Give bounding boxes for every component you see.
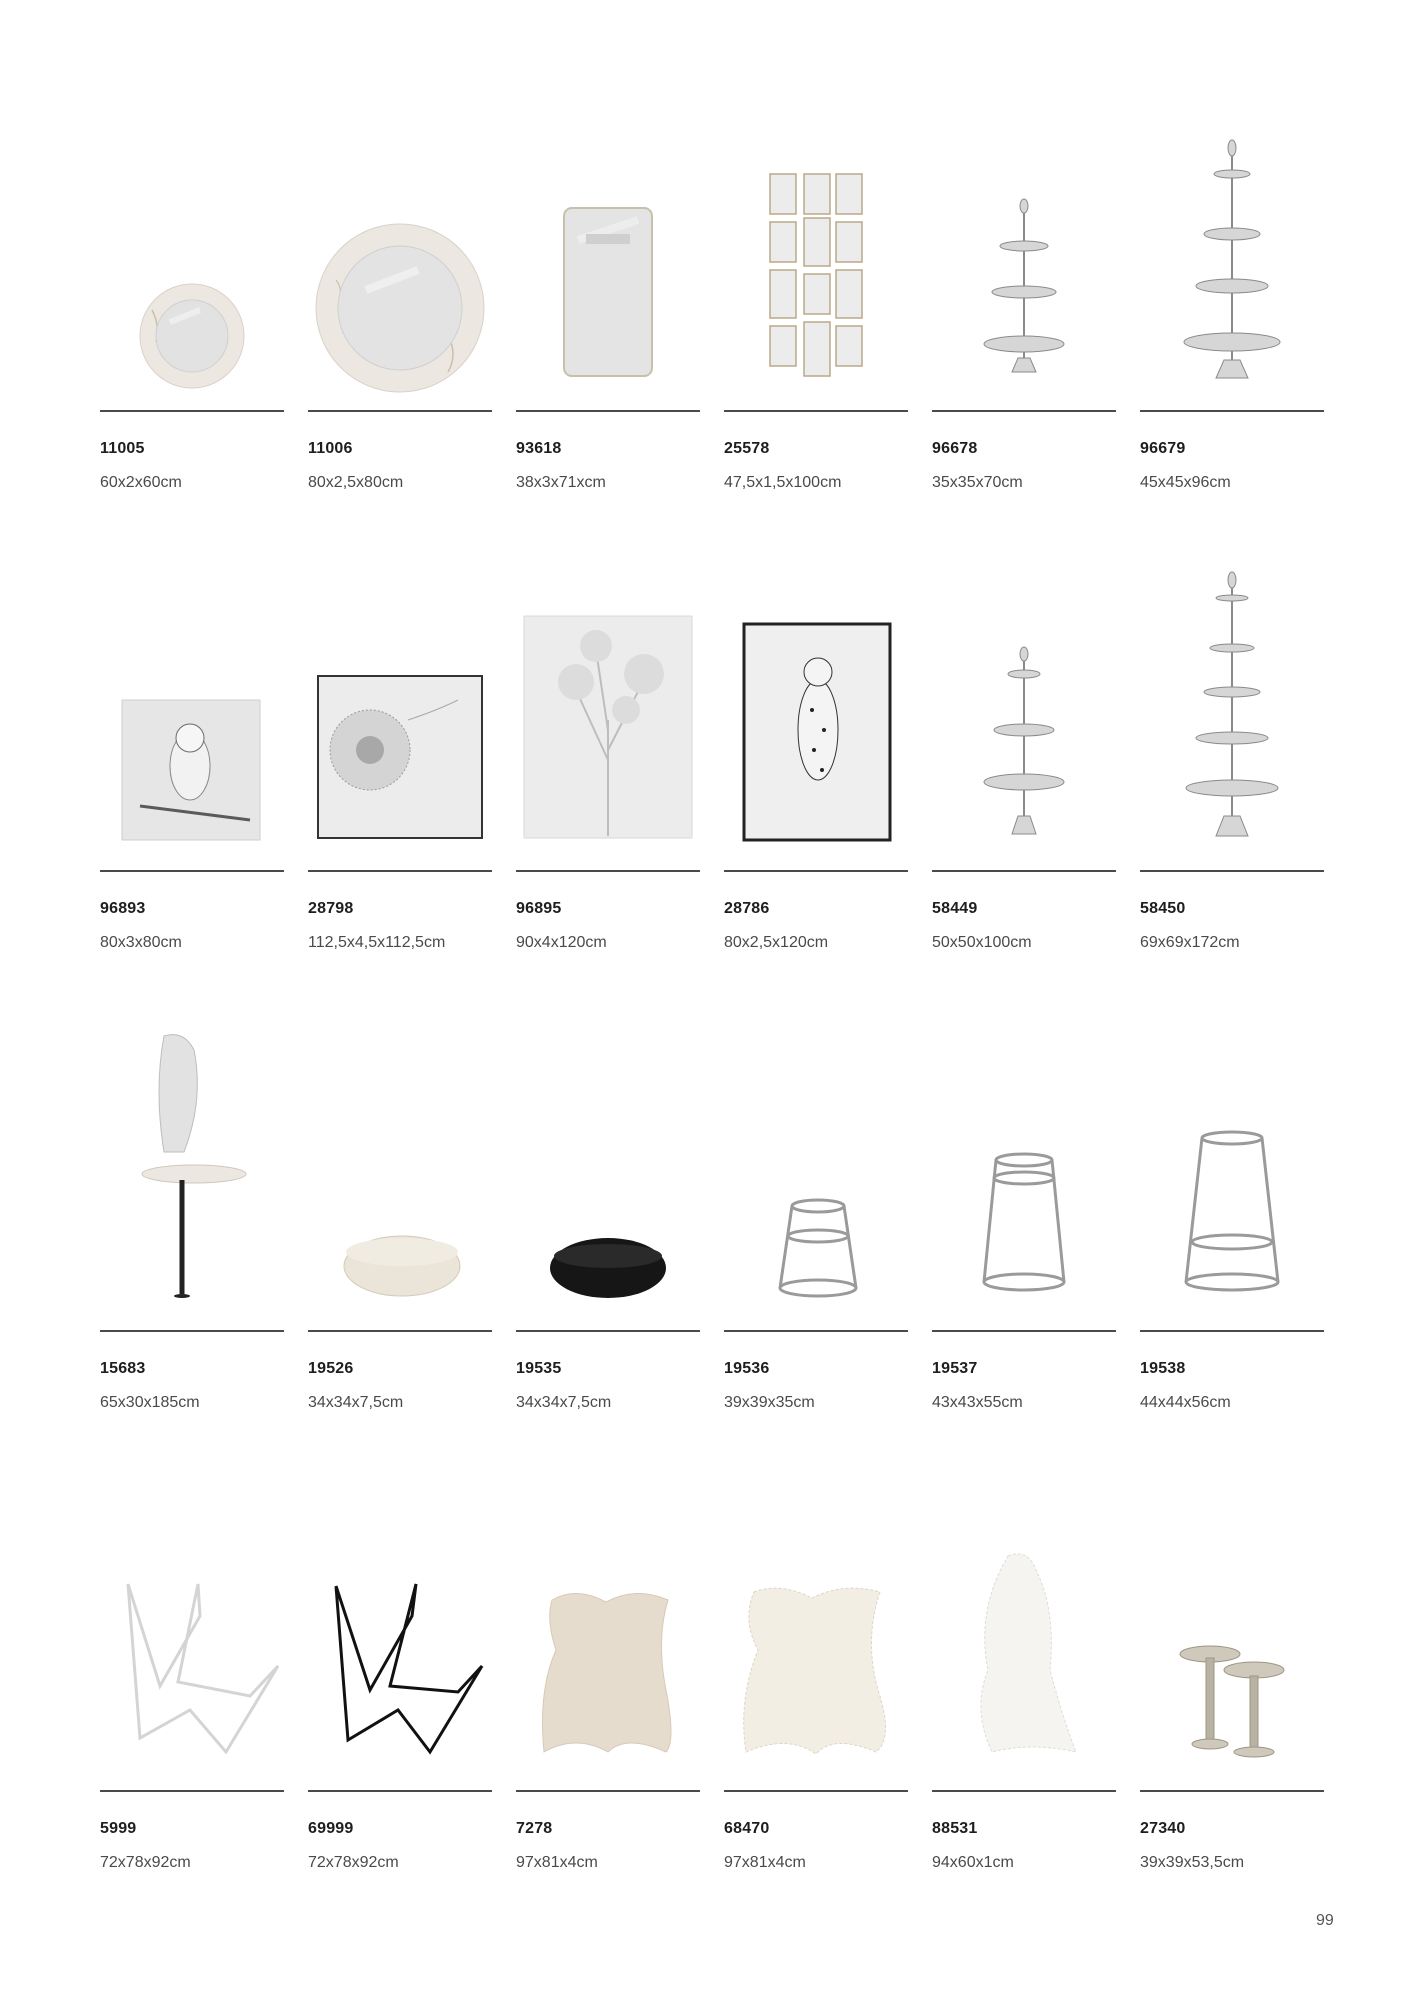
product-dimensions: 39x39x35cm [724,1394,815,1411]
divider [100,410,284,412]
product-card[interactable] [1140,1490,1324,1910]
product-card[interactable] [724,110,908,530]
product-dimensions: 97x81x4cm [724,1854,806,1871]
product-code: 11006 [308,440,353,457]
page-number: 99 [1316,1912,1334,1929]
product-dimensions: 34x34x7,5cm [308,1394,404,1411]
product-dimensions: 60x2x60cm [100,474,182,491]
product-code: 69999 [308,1820,354,1837]
divider [100,1330,284,1332]
divider [308,870,492,872]
divider [1140,870,1324,872]
product-card[interactable] [724,570,908,990]
divider [100,1790,284,1792]
product-card[interactable] [1140,570,1324,990]
divider [516,410,700,412]
divider [932,870,1116,872]
etagere-3-tier-tall-icon [932,570,1116,855]
leopard-painting-icon [724,570,908,855]
divider [724,410,908,412]
product-card[interactable] [100,110,284,530]
product-dimensions: 34x34x7,5cm [516,1394,612,1411]
product-dimensions: 47,5x1,5x100cm [724,474,842,491]
product-code: 96895 [516,900,562,917]
product-code: 28798 [308,900,354,917]
product-code: 68470 [724,1820,770,1837]
product-dimensions: 50x50x100cm [932,934,1032,951]
product-code: 28786 [724,900,770,917]
product-card[interactable] [932,1030,1116,1450]
side-tables-set-icon [1140,1490,1324,1775]
product-row-1 [100,110,1328,530]
product-code: 96678 [932,440,978,457]
product-card[interactable] [932,110,1116,530]
divider [724,1330,908,1332]
product-code: 15683 [100,1360,146,1377]
divider [932,410,1116,412]
etagere-5-tier-icon [1140,570,1324,855]
product-code: 19535 [516,1360,562,1377]
divider [516,870,700,872]
product-code: 19536 [724,1360,770,1377]
divider [100,870,284,872]
product-card[interactable] [516,570,700,990]
butterfly-chair-black-icon [308,1490,492,1775]
round-mirror-large-icon [308,110,492,395]
product-card[interactable] [516,1490,700,1910]
product-dimensions: 69x69x172cm [1140,934,1240,951]
divider [1140,410,1324,412]
product-code: 19538 [1140,1360,1186,1377]
product-card[interactable] [932,570,1116,990]
hide-rug-beige-icon [516,1490,700,1775]
owl-painting-icon [100,570,284,855]
white-fur-rug-icon [932,1490,1116,1775]
product-dimensions: 80x2,5x80cm [308,474,404,491]
product-card[interactable] [724,1030,908,1450]
product-card[interactable] [308,110,492,530]
product-row-2 [100,570,1328,990]
product-code: 11005 [100,440,145,457]
product-code: 19537 [932,1360,978,1377]
product-card[interactable] [308,570,492,990]
product-dimensions: 94x60x1cm [932,1854,1014,1871]
product-dimensions: 43x43x55cm [932,1394,1023,1411]
product-dimensions: 72x78x92cm [308,1854,399,1871]
product-card[interactable] [308,1030,492,1450]
divider [932,1790,1116,1792]
product-code: 96679 [1140,440,1186,457]
divider [308,1330,492,1332]
product-row-4 [100,1490,1328,1910]
black-cushion-icon [516,1030,700,1315]
panel-mirror-icon [724,110,908,395]
wire-stand-small-icon [724,1030,908,1315]
etagere-3-tier-icon [932,110,1116,395]
product-card[interactable] [100,570,284,990]
butterfly-chair-white-icon [100,1490,284,1775]
sheepskin-rug-icon [724,1490,908,1775]
divider [1140,1330,1324,1332]
product-code: 58449 [932,900,978,917]
product-dimensions: 112,5x4,5x112,5cm [308,934,446,951]
product-code: 25578 [724,440,770,457]
etagere-4-tier-icon [1140,110,1324,395]
product-code: 96893 [100,900,146,917]
mirror-console-icon [100,1030,284,1315]
wire-stand-medium-icon [932,1030,1116,1315]
product-dimensions: 35x35x70cm [932,474,1023,491]
divider [724,1790,908,1792]
dandelion-painting-icon [308,570,492,855]
product-row-3 [100,1030,1328,1450]
product-card[interactable] [100,1030,284,1450]
product-dimensions: 45x45x96cm [1140,474,1231,491]
product-code: 58450 [1140,900,1186,917]
round-mirror-small-icon [100,110,284,395]
product-code: 7278 [516,1820,553,1837]
product-card[interactable] [1140,110,1324,530]
tree-painting-icon [516,570,700,855]
product-card[interactable] [100,1490,284,1910]
product-dimensions: 80x3x80cm [100,934,182,951]
product-dimensions: 72x78x92cm [100,1854,191,1871]
wire-stand-large-icon [1140,1030,1324,1315]
product-dimensions: 65x30x185cm [100,1394,200,1411]
product-dimensions: 38x3x71xcm [516,474,606,491]
divider [308,1790,492,1792]
product-code: 19526 [308,1360,354,1377]
product-code: 88531 [932,1820,978,1837]
divider [932,1330,1116,1332]
divider [516,1790,700,1792]
product-dimensions: 97x81x4cm [516,1854,598,1871]
product-dimensions: 39x39x53,5cm [1140,1854,1245,1871]
product-dimensions: 90x4x120cm [516,934,607,951]
product-card[interactable] [516,1030,700,1450]
cream-cushion-icon [308,1030,492,1315]
divider [308,410,492,412]
divider [516,1330,700,1332]
product-code: 5999 [100,1820,137,1837]
product-card[interactable] [1140,1030,1324,1450]
product-dimensions: 44x44x56cm [1140,1394,1231,1411]
product-card[interactable] [724,1490,908,1910]
product-card[interactable] [516,110,700,530]
product-code: 27340 [1140,1820,1186,1837]
divider [1140,1790,1324,1792]
product-code: 93618 [516,440,562,457]
product-dimensions: 80x2,5x120cm [724,934,829,951]
divider [724,870,908,872]
rectangular-mirror-icon [516,110,700,395]
product-card[interactable] [932,1490,1116,1910]
product-card[interactable] [308,1490,492,1910]
